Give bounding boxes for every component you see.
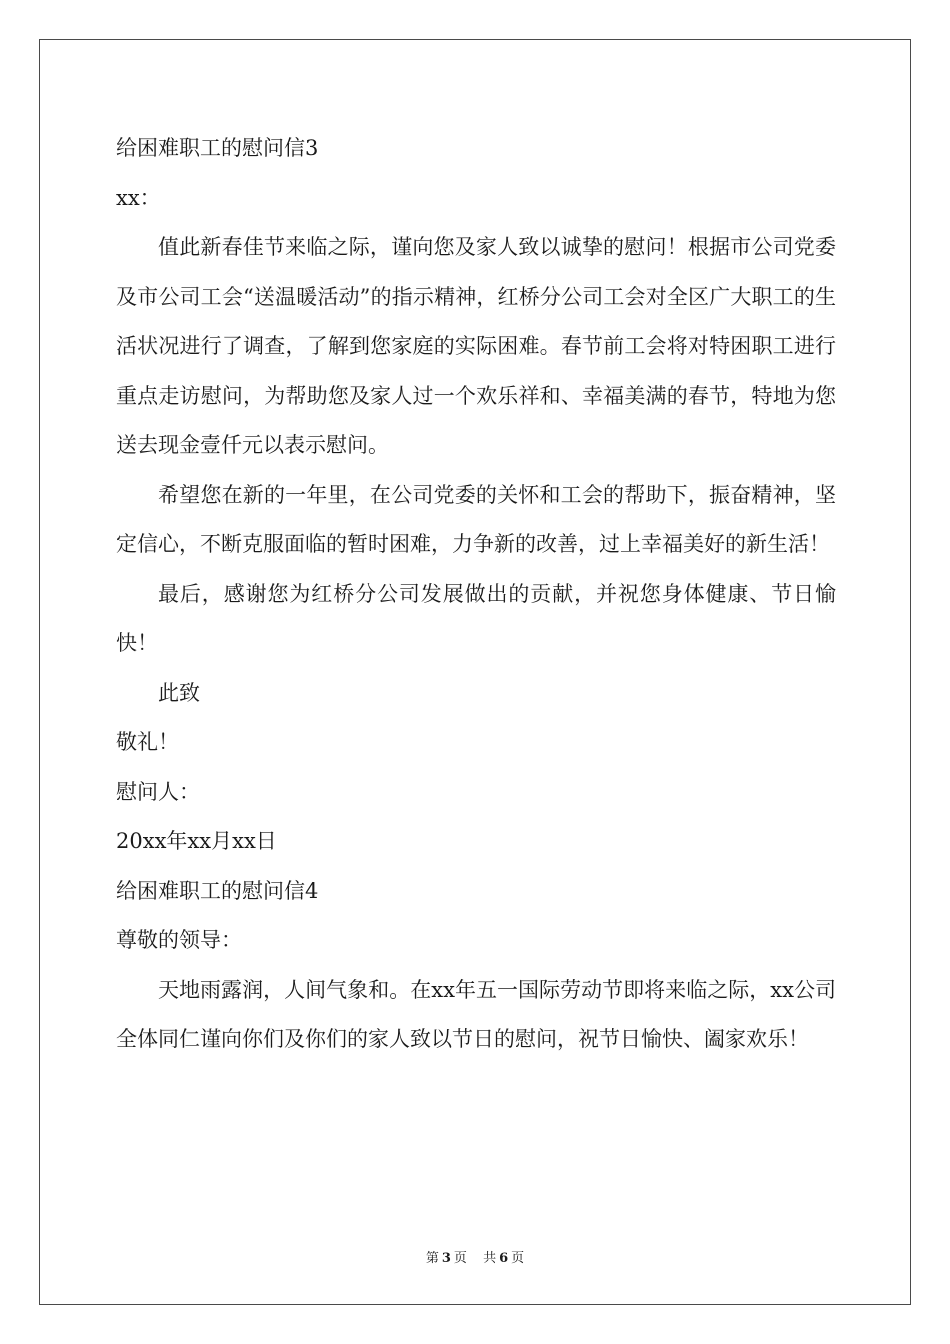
letter3-sender: 慰问人：: [116, 779, 200, 804]
letter4-title: 给困难职工的慰问信4: [116, 878, 319, 903]
letter3-closing: 此致: [158, 680, 200, 705]
letter3-title: 给困难职工的慰问信3: [116, 136, 319, 160]
letter3-paragraph: 希望您在新的一年里，在公司党委的关怀和工会的帮助下，振奋精神，坚定信心，不断克服面临的暂时困难，力争新的改善，过上幸福美好的新生活！: [116, 482, 836, 556]
page-total: 共 6 页: [483, 1251, 525, 1266]
document-body: [116, 124, 836, 1065]
letter4-paragraph: 天地雨露润，人间气象和。在xx年五一国际劳动节即将来临之际，xx公司全体同仁谨向你们及你们的家人致以节日的慰问，祝节日愉快、阖家欢乐！: [116, 977, 836, 1051]
letter3-salutation: xx：: [116, 185, 161, 210]
letter3-paragraph: 最后，感谢您为红桥分公司发展做出的贡献，并祝您身体健康、节日愉快！: [116, 581, 836, 655]
letter4-salutation: 尊敬的领导：: [116, 928, 242, 952]
letter3-regards: 敬礼！: [116, 730, 179, 754]
letter3-date: 20xx年xx月xx日: [116, 829, 277, 853]
page-footer: [0, 1247, 950, 1266]
page-number: 第 3 页: [425, 1251, 467, 1266]
letter3-paragraph: 值此新春佳节来临之际，谨向您及家人致以诚挚的慰问！根据市公司党委及市公司工会“送温暖活动”的指示精神，红桥分公司工会对全区广大职工的生活状况进行了调查，了解到您家庭的实际困难。春节前工会将对特困职工进行重点走访慰问，为帮助您及家人过一个欢乐祥和、幸福美满的春节，特地为您送去现金壹仟元以表示慰问。: [116, 235, 836, 457]
